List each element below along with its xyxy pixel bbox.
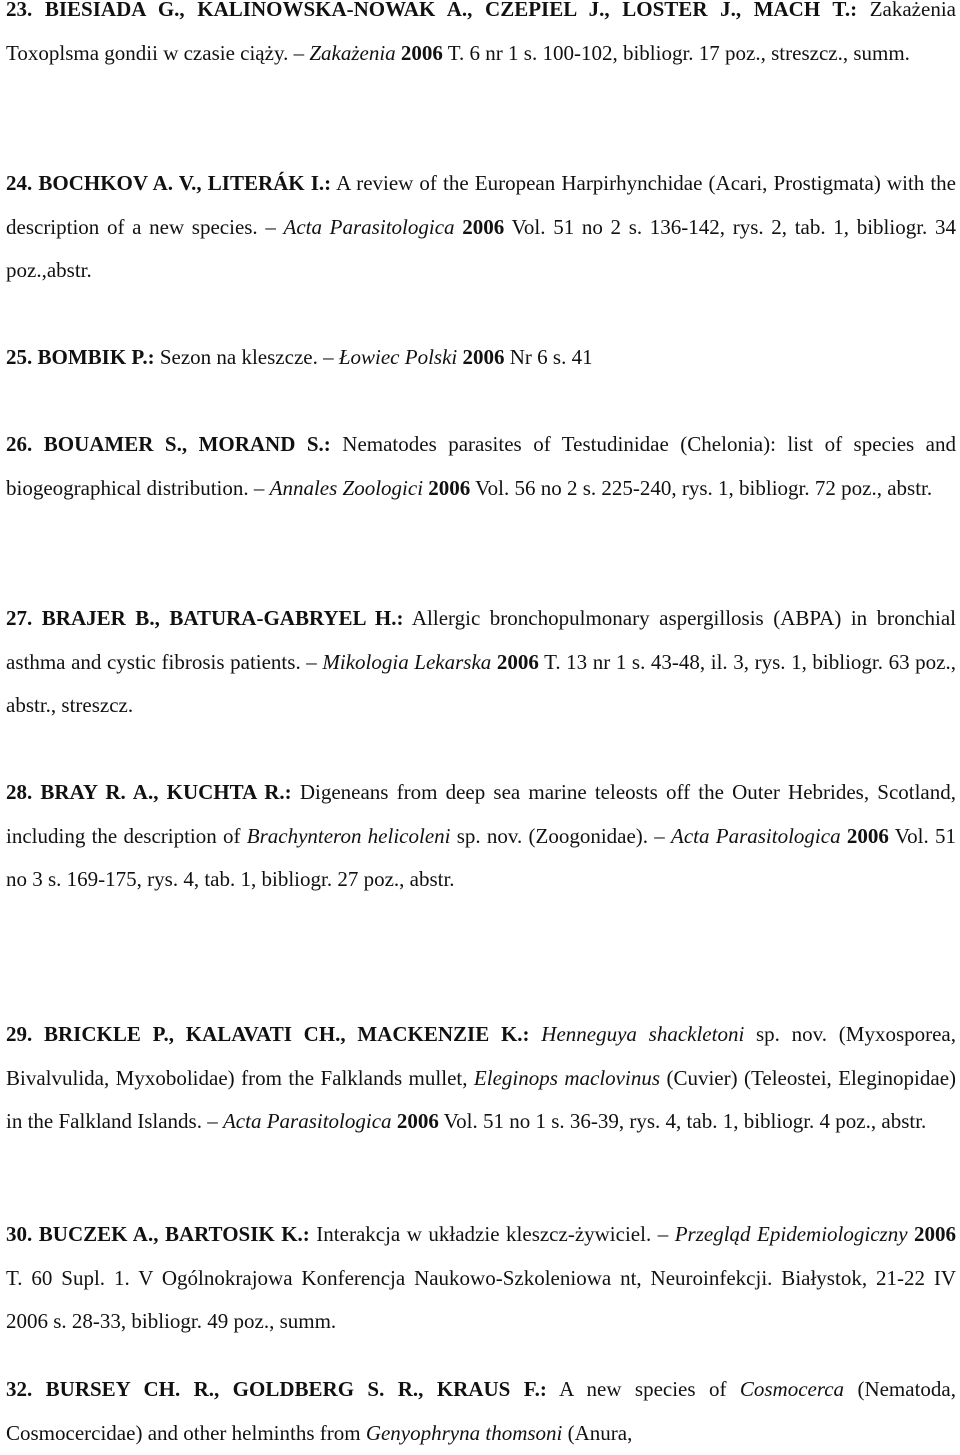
entry-details: T. 13 nr 1 s. 43-48, il. 3, rys. 1, bibliogr. 63 poz., abstr., streszcz. [6,649,957,717]
entry-title-cont: (Cuvier) (Teleostei, Eleginopidae) in the Falkland Islands. – [6,1065,957,1133]
entry-authors: BIESIADA G., KALINOWSKA-NOWAK A., CZEPIEL J., LOSTER J., MACH T.: [44,0,858,21]
entry-title: Digeneans from deep sea marine teleosts off the Outer Hebrides, Scotland, including the description of [6,780,957,848]
entry-year: 2006 [914,1222,957,1246]
entry-title: A review of the European Harpirhynchidae (Acari, Prostigmata) with the description of a new species. – [6,171,957,239]
entry-authors: BRICKLE P., KALAVATI CH., MACKENZIE K.: [43,1022,530,1046]
bibliography-entry-26 [6,423,956,510]
bibliography-entry-30 [6,1213,956,1344]
entry-journal: Mikologia Lekarska [322,649,492,674]
bibliography-entry-24 [6,162,956,293]
entry-details: T. 60 Supl. 1. V Ogólnokrajowa Konferencja Naukowo-Szkoleniowa nt, Neuroinfekcji. Białystok, 21-22 IV 2006 s. 28-33, bibliogr. 49 poz., summ. [6,1265,956,1333]
entry-number: 28. [6,780,33,804]
entry-journal: Łowiec Polski [338,345,458,369]
entry-year: 2006 [846,823,889,848]
entry-year: 2006 [400,40,443,65]
entry-title: Interakcja w układzie kleszcz-żywiciel. – [309,1222,675,1246]
entry-details: Vol. 51 no 2 s. 136-142, rys. 2, tab. 1, bibliogr. 34 poz.,abstr. [6,214,956,282]
entry-authors: BRAJER B., BATURA-GABRYEL H.: [41,606,404,630]
entry-number: 25. [6,345,33,369]
entry-title: Allergic bronchopulmonary aspergillosis (ABPA) in bronchial asthma and cystic fibrosis patients. – [6,606,956,674]
entry-authors: BURSEY CH. R., GOLDBERG S. R., KRAUS F.: [45,1377,547,1401]
entry-title-cont: (Nematoda, Cosmocercidae) and other helminths from [6,1377,956,1445]
entry-number: 29. [6,1022,33,1046]
entry-authors: BOUAMER S., MORAND S.: [43,432,331,456]
entry-number: 23. [6,0,33,21]
entry-journal: Zakażenia [309,40,396,65]
entry-title: Sezon na kleszcze. – [154,345,339,369]
entry-number: 24. [6,171,33,195]
entry-title-cont: (Anura, [562,1420,633,1445]
entry-number: 32. [6,1377,33,1401]
entry-species: Brachynteron helicoleni [246,823,451,848]
entry-title: A new species of [546,1377,740,1401]
entry-details: Vol. 51 no 3 s. 169-175, rys. 4, tab. 1, bibliogr. 27 poz., abstr. [6,823,956,891]
entry-year: 2006 [496,649,539,674]
bibliography-entry-23 [6,0,956,75]
entry-details: T. 6 nr 1 s. 100-102, bibliogr. 17 poz., streszcz., summ. [442,40,910,65]
entry-title: sp. nov. (Myxosporea, Bivalvulida, Myxobolidae) from the Falklands mullet, [6,1022,957,1090]
entry-authors: BOMBIK P.: [37,345,155,369]
entry-details: Nr 6 s. 41 [504,345,593,369]
bibliography-entry-25 [6,336,956,380]
bibliography-entry-28 [6,771,956,902]
entry-title: Zakażenia Toxoplsma gondii w czasie ciąży. – [6,0,956,65]
entry-year: 2006 [396,1109,439,1133]
entry-species: Genyophryna thomsoni [365,1420,563,1445]
entry-journal: Acta Parasitologica [671,823,841,848]
entry-species: Henneguya shackletoni [541,1022,745,1046]
entry-species: Eleginops maclovinus [473,1065,661,1090]
entry-journal: Acta Parasitologica [283,214,455,239]
entry-title-cont: sp. nov. (Zoogonidae). – [450,823,672,848]
entry-year: 2006 [462,214,505,239]
entry-species: Cosmocerca [739,1377,845,1401]
entry-number: 30. [6,1222,33,1246]
bibliography-entry-29 [6,1013,956,1144]
entry-number: 27. [6,606,33,630]
entry-year: 2006 [462,345,505,369]
entry-details: Vol. 56 no 2 s. 225-240, rys. 1, bibliogr. 72 poz., abstr. [470,475,933,500]
bibliography-entry-32 [6,1368,956,1455]
entry-journal: Przegląd Epidemiologiczny [674,1222,908,1246]
entry-authors: BOCHKOV A. V., LITERÁK I.: [38,171,332,195]
entry-authors: BRAY R. A., KUCHTA R.: [40,780,292,804]
bibliography-entry-27 [6,597,956,728]
entry-journal: Annales Zoologici [269,475,424,500]
entry-details: Vol. 51 no 1 s. 36-39, rys. 4, tab. 1, bibliogr. 4 poz., abstr. [438,1109,927,1133]
entry-number: 26. [6,432,33,456]
entry-authors: BUCZEK A., BARTOSIK K.: [38,1222,310,1246]
entry-year: 2006 [428,475,471,500]
entry-title: Nematodes parasites of Testudinidae (Chelonia): list of species and biogeographical distribution. – [6,432,956,500]
entry-journal: Acta Parasitologica [222,1109,392,1133]
